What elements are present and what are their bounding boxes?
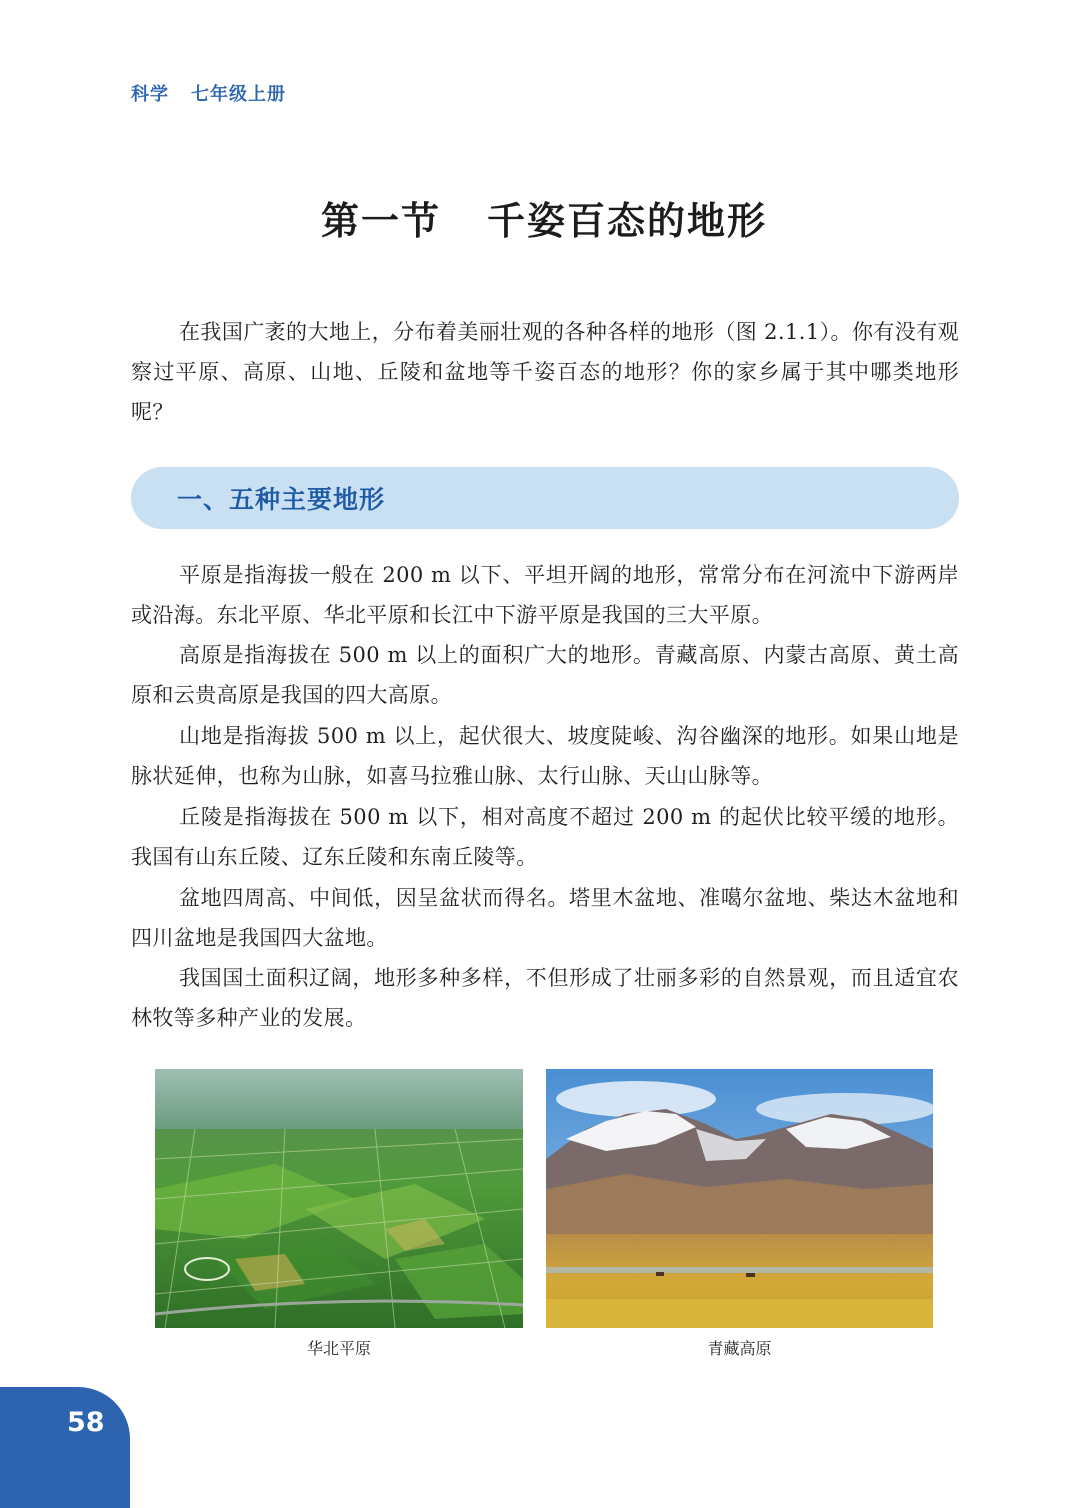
subject-label: 科学 — [131, 84, 169, 105]
plain-photo — [155, 1069, 523, 1328]
paragraph-basin: 盆地四周高、中间低，因呈盆状而得名。塔里木盆地、准噶尔盆地、柴达木盆地和四川盆地是我国四大盆地。 — [131, 886, 959, 950]
chapter-title — [0, 190, 1088, 245]
chapter-number: 第一节 — [320, 199, 441, 243]
section-heading: 一、五种主要地形 — [177, 485, 386, 514]
paragraph-plateau: 高原是指海拔在 500 m 以上的面积广大的地形。青藏高原、内蒙古高原、黄土高原和云贵高原是我国的四大高原。 — [131, 643, 959, 707]
intro-paragraph: 在我国广袤的大地上，分布着美丽壮观的各种各样的地形（图 2.1.1）。你有没有观察过平原、高原、山地、丘陵和盆地等千姿百态的地形？你的家乡属于其中哪类地形呢？ — [131, 320, 959, 424]
paragraph-summary: 我国国土面积辽阔，地形多种多样，不但形成了壮丽多彩的自然景观，而且适宜农林牧等多种产业的发展。 — [131, 966, 959, 1030]
page-number: 58 — [67, 1407, 105, 1438]
running-head — [131, 80, 286, 106]
plateau-photo-caption: 青藏高原 — [707, 1339, 772, 1358]
plain-photo-caption: 华北平原 — [306, 1339, 371, 1358]
paragraph-plain: 平原是指海拔一般在 200 m 以下、平坦开阔的地形，常常分布在河流中下游两岸或沿海。东北平原、华北平原和长江中下游平原是我国的三大平原。 — [131, 563, 959, 627]
grade-label: 七年级上册 — [191, 84, 286, 105]
page-number-tab — [0, 1387, 130, 1508]
section-heading-bar — [131, 467, 959, 529]
paragraph-mountain: 山地是指海拔 500 m 以上，起伏很大、坡度陡峻、沟谷幽深的地形。如果山地是脉状延伸，也称为山脉，如喜马拉雅山脉、太行山脉、天山山脉等。 — [131, 724, 959, 788]
plateau-photo — [546, 1069, 933, 1328]
chapter-name: 千姿百态的地形 — [487, 199, 768, 243]
paragraph-hill: 丘陵是指海拔在 500 m 以下，相对高度不超过 200 m 的起伏比较平缓的地形。我国有山东丘陵、辽东丘陵和东南丘陵等。 — [131, 805, 959, 869]
